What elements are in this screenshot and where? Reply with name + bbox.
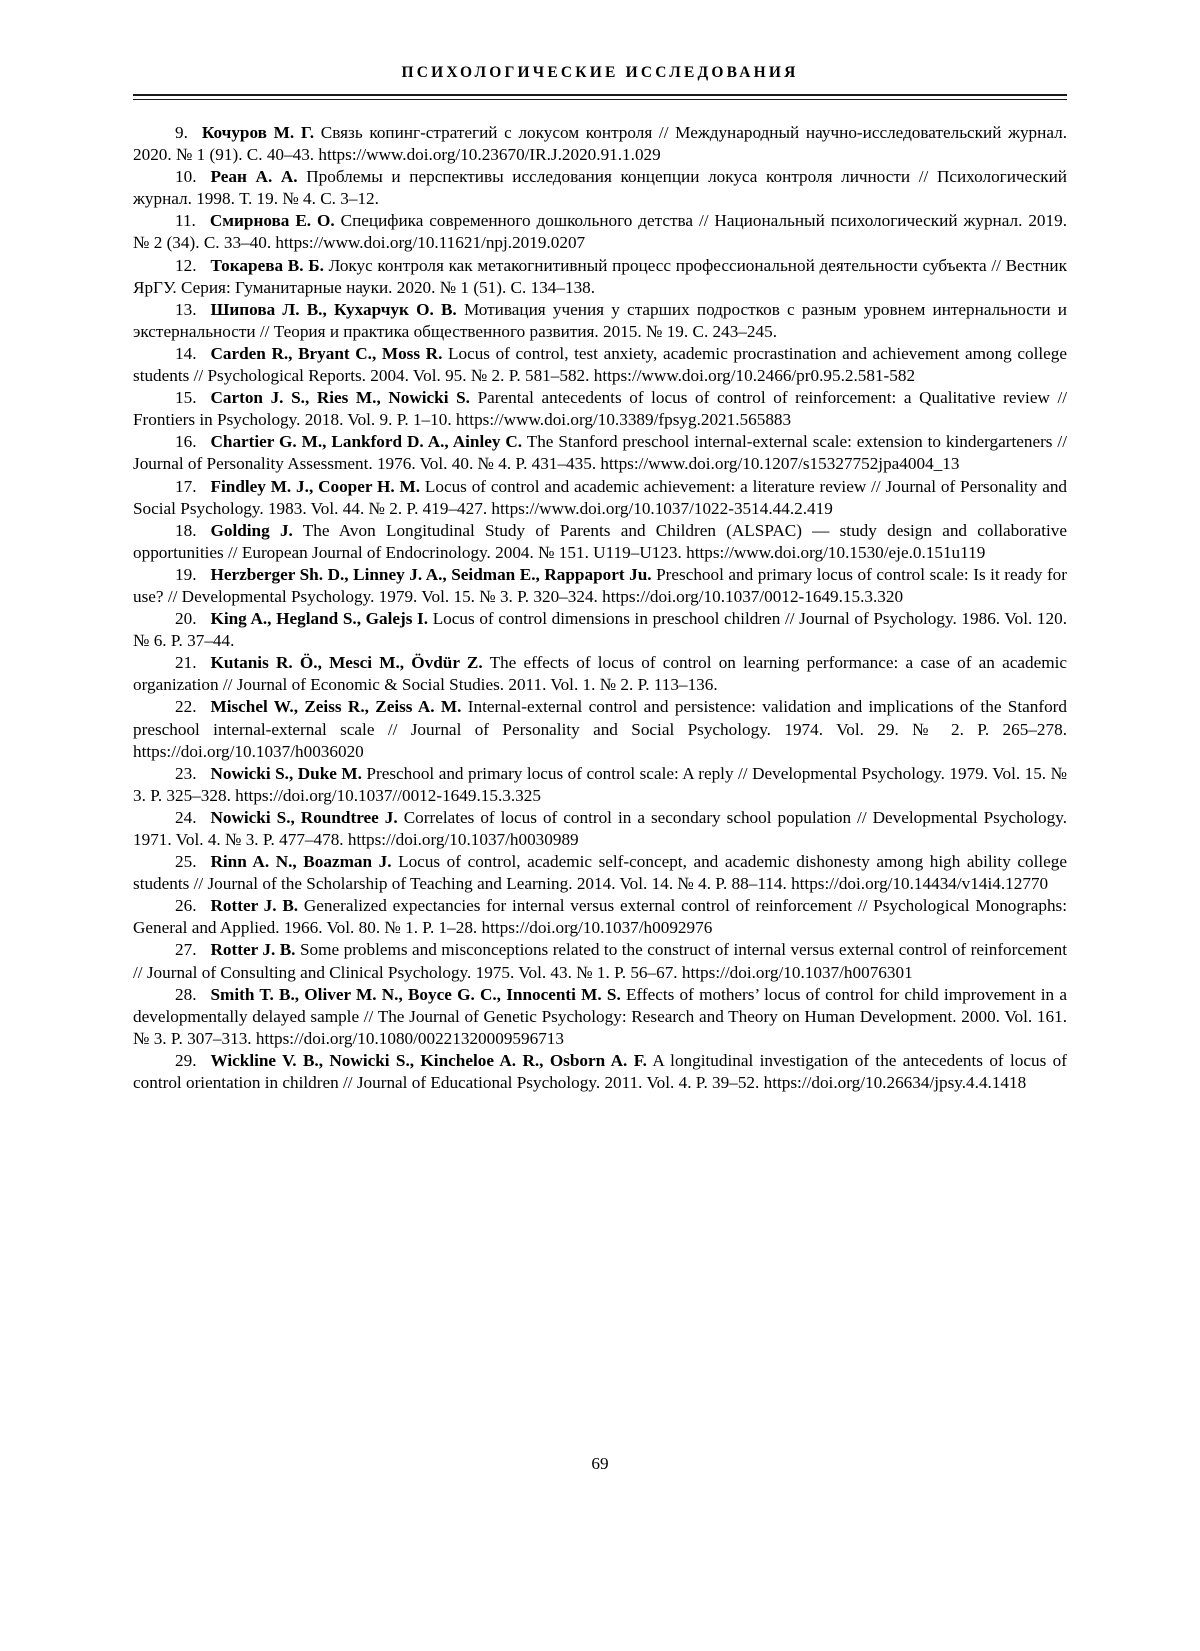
reference-number: 11. [175,211,196,231]
reference-number: 23. [175,763,197,783]
reference-number: 17. [175,476,197,496]
reference-authors: Реан А. А. [210,167,298,187]
reference-authors: Смирнова Е. О. [209,211,335,231]
reference-entry [133,476,1067,520]
reference-authors: Chartier G. M., Lankford D. A., Ainley C. [210,432,523,452]
reference-authors: Golding J. [210,520,293,540]
reference-text: Generalized expectancies for internal versus external control of reinforcement // Psychological Monographs: General and Applied. 1966. Vol. 80. № 1. P. 1–28. https://doi.org/10.1037/h0092976 [133,896,1067,938]
reference-text: Мотивация учения у старших подростков с разным уровнем интернальности и экстернальности // Теория и практика общественного развития. 2015. № 19. С. 243–245. [133,299,1068,341]
reference-authors: Wickline V. B., Nowicki S., Kincheloe A. R., Osborn A. F. [210,1050,647,1070]
reference-text: Locus of control and academic achievement: a literature review // Journal of Personality and Social Psychology. 1983. Vol. 44. № 2. P. 419–427. https://www.doi.org/10.1037/1022-3514.44.2.419 [133,476,1068,518]
reference-entry [133,984,1067,1050]
reference-number: 14. [175,343,197,363]
reference-number: 27. [175,940,197,960]
reference-text: Locus of control, academic self-concept, and academic dishonesty among high ability college students // Journal of the Scholarship of Teaching and Learning. 2014. Vol. 14. № 4. P. 88–114. https://doi.org/10.14434/v14i4.12770 [133,852,1068,894]
reference-text: Preschool and primary locus of control scale: Is it ready for use? // Developmental Psychology. 1979. Vol. 15. № 3. P. 320–324. https://doi.org/10.1037/0012-1649.15.3.320 [133,564,1068,606]
reference-number: 10. [175,167,197,187]
reference-number: 16. [175,432,197,452]
reference-entry [133,520,1067,564]
reference-entry [133,652,1067,696]
reference-text: The Avon Longitudinal Study of Parents and Children (ALSPAC) — study design and collaborative opportunities // European Journal of Endocrinology. 2004. № 151. U119–U123. https://www.doi.org/10.1530/eje.0.151u119 [133,520,1067,562]
reference-number: 22. [175,697,197,717]
page-content [133,64,1067,1094]
reference-authors: Кочуров М. Г. [201,123,315,142]
reference-number: 15. [175,388,197,408]
reference-text: Локус контроля как метакогнитивный процесс профессиональной деятельности субъекта // Вестник ЯрГУ. Серия: Гуманитарные науки. 2020. № 1 (51). С. 134–138. [133,255,1067,297]
reference-number: 25. [175,852,197,872]
reference-entry [133,608,1067,652]
reference-entry [133,895,1067,939]
reference-authors: Nowicki S., Duke M. [210,763,362,783]
reference-number: 29. [175,1050,197,1070]
reference-entry [133,210,1067,254]
reference-entry [133,122,1067,166]
reference-entry [133,807,1067,851]
reference-authors: Carton J. S., Ries M., Nowicki S. [210,388,470,408]
reference-text: Parental antecedents of locus of control of reinforcement: a Qualitative review // Frontiers in Psychology. 2018. Vol. 9. P. 1–10. https://www.doi.org/10.3389/fpsyg.2021.565883 [133,388,1068,430]
reference-list [133,122,1067,1094]
reference-number: 21. [175,653,197,673]
reference-number: 26. [175,896,197,916]
reference-text: Effects of mothers’ locus of control for child improvement in a developmentally delayed sample // The Journal of Genetic Psychology: Research and Theory on Human Development. 2000. Vol. 161. № 3. P. 307–313. https://doi.org/10.1080/00221320009596713 [133,984,1068,1048]
running-head: ПСИХОЛОГИЧЕСКИЕ ИССЛЕДОВАНИЯ [401,64,799,81]
reference-text: The Stanford preschool internal-external scale: extension to kindergarteners // Journal of Personality Assessment. 1976. Vol. 40. № 4. P. 431–435. https://www.doi.org/10.1207/s15327752jpa4004_13 [133,432,1067,474]
reference-entry [133,564,1067,608]
reference-entry [133,696,1067,762]
reference-entry [133,343,1067,387]
reference-text: Locus of control, test anxiety, academic procrastination and achievement among college students // Psychological Reports. 2004. Vol. 95. № 2. P. 581–582. https://www.doi.org/10.2466/pr0.95.2.581-582 [133,343,1067,386]
reference-number: 20. [175,609,197,629]
reference-authors: Nowicki S., Roundtree J. [210,807,398,827]
reference-authors: Carden R., Bryant C., Moss R. [210,343,443,363]
reference-authors: Mischel W., Zeiss R., Zeiss A. M. [210,697,462,717]
reference-text: The effects of locus of control on learning performance: a case of an academic organization // Journal of Economic & Social Studies. 2011. Vol. 1. № 2. P. 113–136. [133,653,1067,695]
reference-authors: Smith T. B., Oliver M. N., Boyce G. C., Innocenti M. S. [210,984,621,1004]
reference-number: 9. [175,123,188,142]
reference-authors: Токарева В. Б. [210,255,324,275]
reference-text: Проблемы и перспективы исследования концепции локуса контроля личности // Психологический журнал. 1998. Т. 19. № 4. С. 3–12. [133,167,1067,209]
reference-entry [133,299,1067,343]
reference-authors: Kutanis R. Ö., Mesci M., Övdür Z. [210,653,483,673]
reference-authors: King A., Hegland S., Galejs I. [210,609,429,629]
reference-entry [133,851,1067,895]
reference-number: 12. [175,255,197,275]
reference-text: A longitudinal investigation of the antecedents of locus of control orientation in children // Journal of Educational Psychology. 2011. Vol. 4. P. 39–52. https://doi.org/10.26634/jpsy.4.4.1418 [133,1050,1067,1093]
reference-authors: Findley M. J., Cooper H. M. [210,476,421,496]
reference-number: 13. [175,299,197,319]
reference-text: Internal-external control and persistence: validation and implications of the Stanford preschool internal-external scale // Journal of Personality and Social Psychology. 1974. Vol. 29. № 2. P. 265–278. https://doi.org/10.1037/h0036020 [133,697,1067,761]
reference-entry [133,431,1067,475]
header-divider [133,94,1067,100]
reference-number: 28. [175,984,197,1004]
reference-entry [133,255,1067,299]
reference-number: 24. [175,807,197,827]
reference-entry [133,939,1067,983]
reference-text: Связь копинг-стратегий с локусом контроля // Международный научно-исследовательский журнал. 2020. № 1 (91). С. 40–43. https://www.doi.org/10.23670/IR.J.2020.91.1.029 [133,123,1067,165]
reference-authors: Шипова Л. В., Кухарчук О. В. [210,299,457,319]
reference-entry [133,763,1067,807]
reference-text: Some problems and misconceptions related to the construct of internal versus external control of reinforcement // Journal of Consulting and Clinical Psychology. 1975. Vol. 43. № 1. P. 56–67. https://doi.org/10.1037/h0076301 [133,940,1067,982]
reference-authors: Rotter J. B. [210,896,299,916]
reference-text: Locus of control dimensions in preschool children // Journal of Psychology. 1986. Vol. 120. № 6. P. 37–44. [133,609,1067,651]
reference-entry [133,166,1067,210]
reference-text: Preschool and primary locus of control scale: A reply // Developmental Psychology. 1979. Vol. 15. № 3. P. 325–328. https://doi.org/10.1037//0012-1649.15.3.325 [133,763,1067,805]
reference-authors: Rotter J. B. [210,940,296,960]
reference-text: Correlates of locus of control in a secondary school population // Developmental Psychology. 1971. Vol. 4. № 3. P. 477–478. https://doi.org/10.1037/h0030989 [133,807,1067,849]
reference-authors: Herzberger Sh. D., Linney J. A., Seidman E., Rappaport Ju. [210,564,652,584]
page-number: 69 [591,1454,609,1473]
reference-number: 18. [175,520,197,540]
reference-number: 19. [175,564,197,584]
reference-text: Специфика современного дошкольного детства // Национальный психологический журнал. 2019. № 2 (34). С. 33–40. https://www.doi.org/10.11621/npj.2019.0207 [133,211,1068,253]
reference-entry [133,1050,1067,1094]
reference-authors: Rinn A. N., Boazman J. [210,852,392,872]
reference-entry [133,387,1067,431]
